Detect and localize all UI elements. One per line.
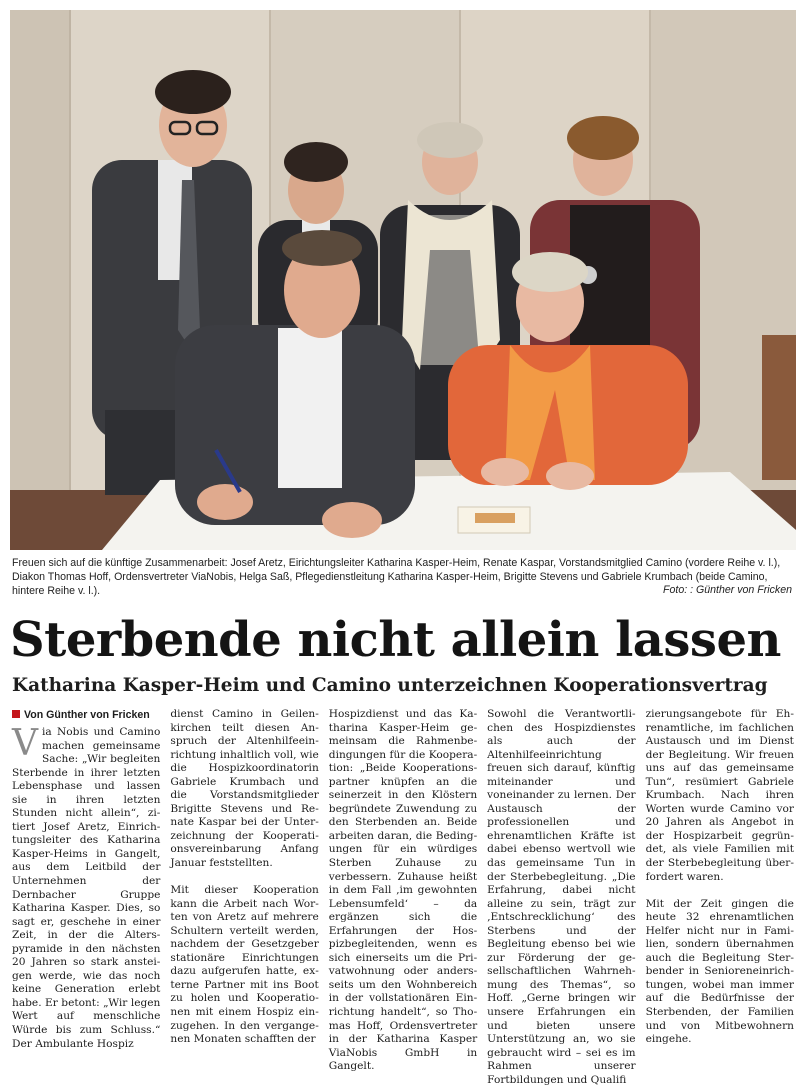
article-column-4 bbox=[487, 708, 636, 1086]
paragraph: dienst Camino in Geilenkirchen teilt diesen Anspruch der Altenhilfeeinrichtung inhaltlich voll, wie die Hospizkoordinatorin Gabriele Krumbach und die Vorstandsmitglieder Brigitte Stevens und Renate Kaspar bei der Unterzeichnung der Kooperationsvereinbarung Anfang Januar feststellten. bbox=[170, 708, 319, 870]
subheadline: Katharina Kasper-Heim und Camino unterzeichnen Kooperationsvertrag bbox=[12, 675, 768, 696]
article-body bbox=[12, 708, 794, 1086]
article-column-5 bbox=[646, 708, 794, 1068]
article-photo bbox=[10, 10, 796, 550]
drop-cap: V bbox=[12, 723, 38, 764]
article-column-2 bbox=[170, 708, 318, 1068]
article-column-3 bbox=[328, 708, 478, 1073]
paragraph-text: ia Nobis und Camino machen gemeinsame Sache: „Wir begleiten Sterbende in ihrer letzten Lebensphase und lassen sie in ihren letzten Stunden nicht allein“, zitiert Josef Aretz, Einrichtungsleiter des Katharina Kasper-Heims in Gangelt, aus dem Leitbild der Unternehmen der Dernbacher Gruppe Katharina Kasper. Dies, so sagt er, geschehe in einer Zeit, in der die Alterspyramide in den nächsten 20 Jahren so stark ansteigen werde, wie das noch keine Generation erlebt habe. Er betont: „Wir legen Wert auf menschliche Würde bis zum Schluss.“ Der Ambulante Hospiz bbox=[12, 726, 161, 1050]
paragraph: Mit der Zeit gingen die heute 32 ehrenamtlichen Helfer nicht nur in Familien, sondern übernahmen auch die Begleitung Sterbender in Senioreneinrichtungen, wobei man immer auf die Bedürfnisse der Sterbenden, der Familien und von Mitbewohnern eingehe. bbox=[645, 897, 794, 1046]
photo-credit: Foto: : Günther von Fricken bbox=[663, 584, 792, 596]
paragraph: Hospizdienst und das Katharina Kasper-Heim gemeinsam die Rahmenbedingungen für die Kooperation: „Beide Kooperationspartner knüpfen an die seinerzeit in den Klöstern begründete Zuwendung zu den Sterbenden an. Beide arbeiten daran, die Bedingungen für ein würdiges Sterben Zuhause zu verbessern. Zuhause heißt in dem Fall ‚im gewohnten Lebensumfeld‘ – da ergänzen sich die Erfahrungen der Hospizbegleitenden, wenn es sich einerseits um die Privatwohnung oder andersseits um den Wohnbereich in der vollstationären Einrichtung handelt“, so Thomas Hoff, Ordensvertreter in der Katharina Kasper ViaNobis GmbH in Gangelt. bbox=[328, 708, 478, 1073]
byline-marker-icon bbox=[12, 710, 20, 718]
headline: Sterbende nicht allein lassen bbox=[10, 612, 781, 668]
paragraph bbox=[12, 723, 161, 1051]
byline-text: Von Günther von Fricken bbox=[24, 709, 150, 721]
byline bbox=[12, 708, 160, 723]
photo-caption: Freuen sich auf die künftige Zusammenarbeit: Josef Aretz, Eirichtungsleiter Katharina Kasper-Heim, Renate Kaspar, Vorstandsmitglied Camino (vordere Reihe v. l.), Diakon Thomas Hoff, Ordensvertreter ViaNobis, Helga Saß, Pflegedienstleitung Katharina Kasper-Heim, Brigitte Stevens und Gabriele Krumbach (beide Camino, hintere Reihe v. l.). bbox=[12, 557, 781, 597]
photo-illustration bbox=[10, 10, 796, 550]
paragraph: Mit dieser Kooperation kann die Arbeit nach Worten von Aretz auf mehrere Schultern verteilt werden, nachdem der Gesetzgeber stationäre Einrichtungen dazu aufgerufen hatte, externe Partner mit ins Boot zu holen und Kooperationen mit einem Hospiz einzugehen. In den vergangenen Monaten schafften der bbox=[170, 884, 319, 1046]
paragraph: zierungsangebote für Ehrenamtliche, im fachlichen Austausch und im Dienst der Begleitung. Wir freuen uns auf das gemeinsame Tun“, resümiert Gabriele Krumbach. Nach ihren Worten wurde Camino vor 20 Jahren als Angebot in der Hospizarbeit gegründet, als viele Familien mit der Sterbebegleitung überfordert waren. bbox=[645, 708, 794, 883]
paragraph: Sowohl die Verantwortlichen des Hospizdienstes als auch der Altenhilfeeinrichtung freuen sich darauf, künftig miteinander und voneinander zu lernen. Der Austausch der professionellen und ehrenamtlichen Kräfte ist dabei ebenso wertvoll wie das gemeinsame Tun in der Sterbebegleitung. „Die Erfahrung, dabei nicht alleine zu sein, trägt zur ‚Entschrecklichung‘ des Sterbens und der Begleitung ebenso bei wie zur Förderung der gesellschaftlichen Wahrnehmung des Themas“, so Hoff. „Gerne bringen wir unsere Erfahrungen ein und bieten unsere Unterstützung an, wo sie gebraucht wird – sei es im Rahmen unserer Fortbildungen und Qualifi bbox=[487, 708, 636, 1086]
article-column-1 bbox=[12, 708, 160, 1068]
